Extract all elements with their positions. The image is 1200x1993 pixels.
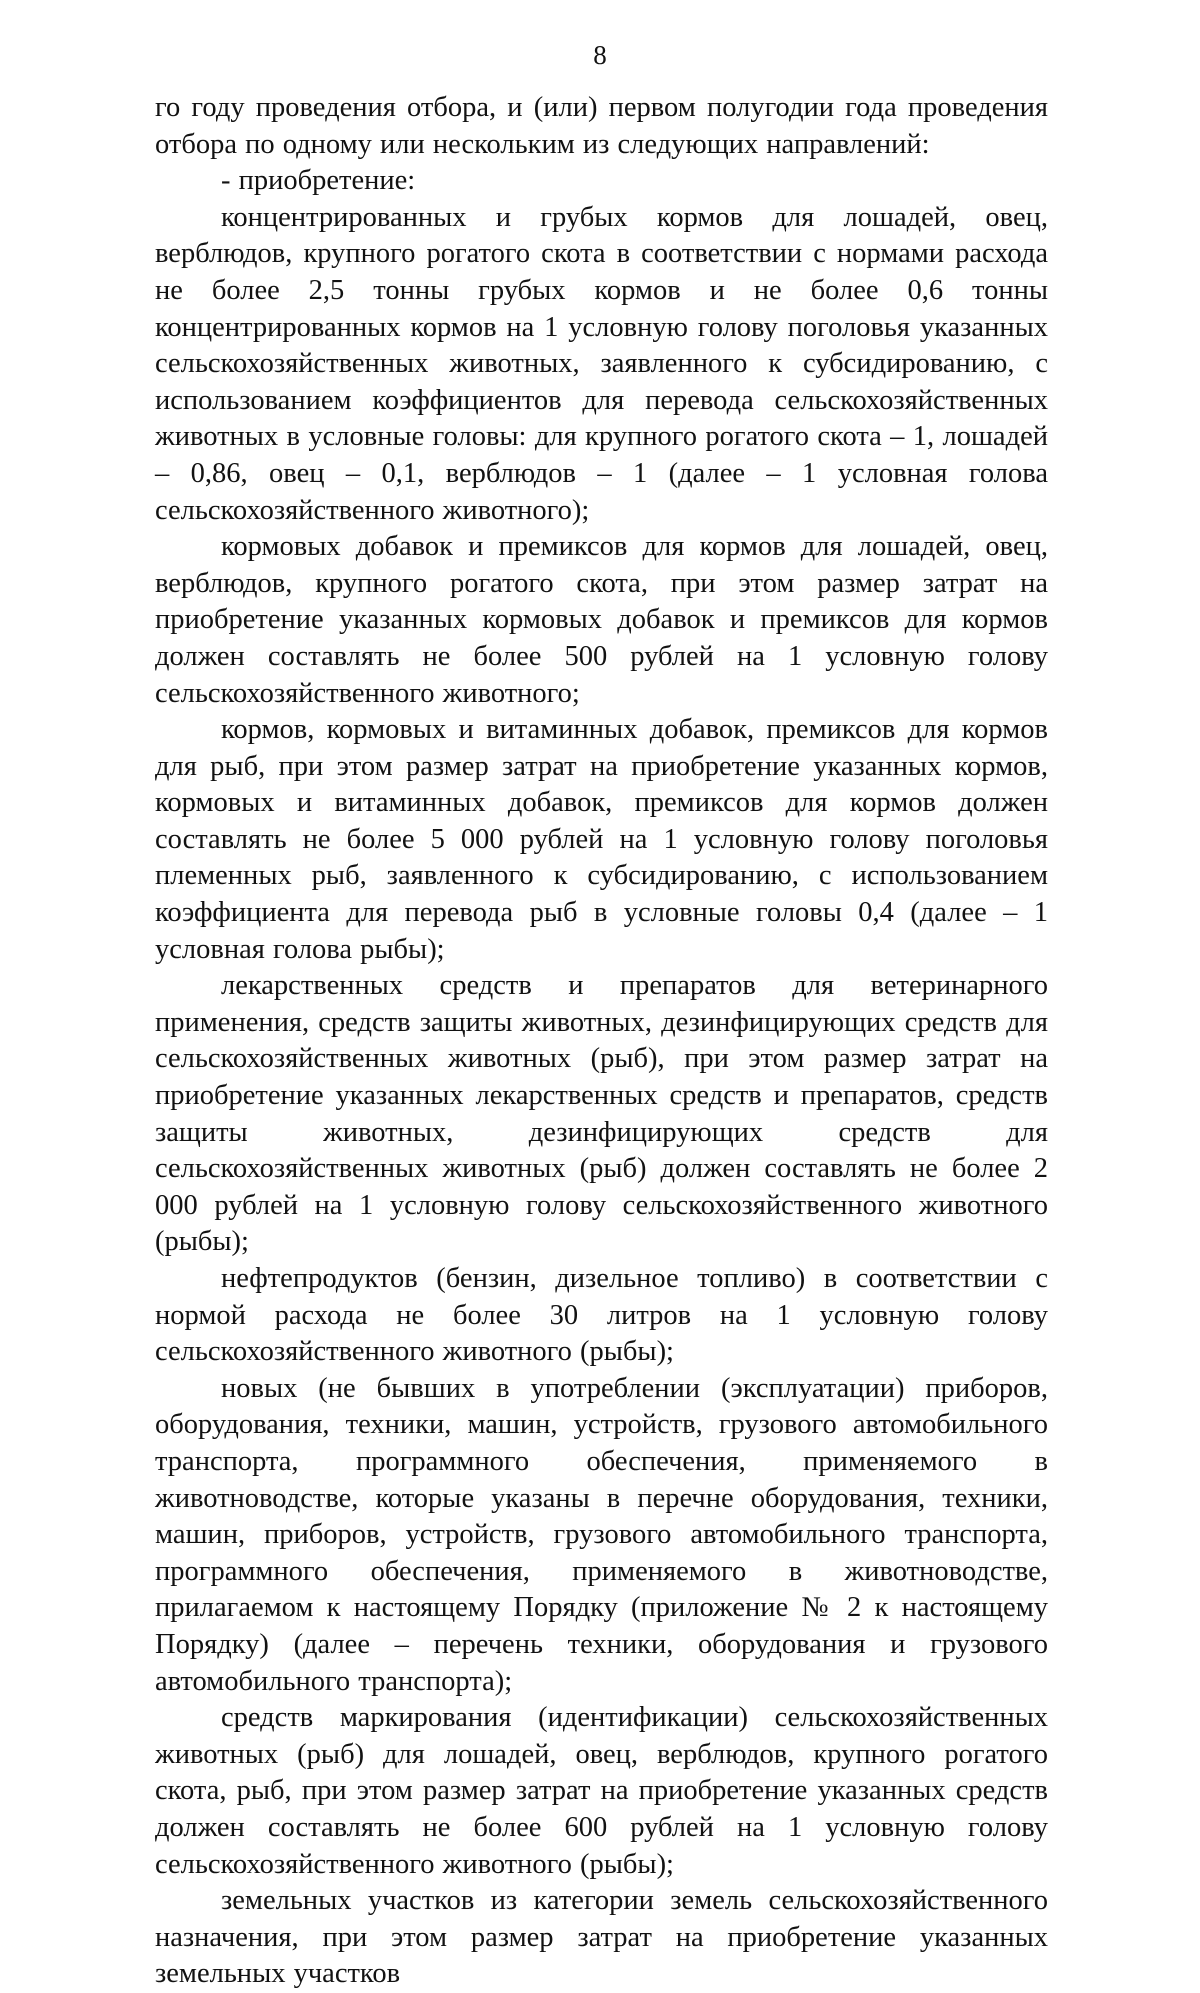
page-number: 8 bbox=[593, 40, 607, 70]
paragraph: лекарственных средств и препаратов для ветеринарного применения, средств защиты животных, дезинфицирующих средств для сельскохозяйственных животных (рыб), при этом размер затрат на приобретение указанных лекарственных средств и препаратов, средств защиты животных, дезинфицирующих средств для сельскохозяйственных животных (рыб) должен составлять не более 2 000 рублей на 1 условную голову сельскохозяйственного животного (рыбы); bbox=[155, 970, 1048, 1258]
paragraph: - приобретение: bbox=[221, 165, 416, 197]
paragraph: средств маркирования (идентификации) сельскохозяйственных животных (рыб) для лошадей, овец, верблюдов, крупного рогатого скота, рыб, при этом размер затрат на приобретение указанных средств должен составлять не более 600 рублей на 1 условную голову сельскохозяйственного животного (рыбы); bbox=[155, 1702, 1048, 1880]
paragraph: концентрированных и грубых кормов для лошадей, овец, верблюдов, крупного рогатого скота в соответствии с нормами расхода не более 2,5 тонны грубых кормов и не более 0,6 тонны концентрированных кормов на 1 условную голову поголовья указанных сельскохозяйственных животных, заявленного к субсидированию, с использованием коэффициентов для перевода сельскохозяйственных животных в условные головы: для крупного рогатого скота – 1, лошадей – 0,86, овец – 0,1, верблюдов – 1 (далее – 1 условная голова сельскохозяйственного животного); bbox=[155, 201, 1048, 526]
document-body bbox=[155, 90, 1048, 1993]
paragraph: земельных участков из категории земель сельскохозяйственного назначения, при этом размер затрат на приобретение указанных земельных участков bbox=[155, 1885, 1048, 1990]
paragraph: го году проведения отбора, и (или) первом полугодии года проведения отбора по одному или нескольким из следующих направлений: bbox=[155, 92, 1048, 160]
paragraph: новых (не бывших в употреблении (эксплуатации) приборов, оборудования, техники, машин, устройств, грузового автомобильного транспорта, программного обеспечения, применяемого в животноводстве, которые указаны в перечне оборудования, техники, машин, приборов, устройств, грузового автомобильного транспорта, программного обеспечения, применяемого в животноводстве, прилагаемом к настоящему Порядку (приложение № 2 к настоящему Порядку) (далее – перечень техники, оборудования и грузового автомобильного транспорта); bbox=[155, 1372, 1048, 1697]
paragraph: кормовых добавок и премиксов для кормов для лошадей, овец, верблюдов, крупного рогатого скота, при этом размер затрат на приобретение указанных кормовых добавок и премиксов для кормов должен составлять не более 500 рублей на 1 условную голову сельскохозяйственного животного; bbox=[155, 531, 1048, 709]
paragraph: нефтепродуктов (бензин, дизельное топливо) в соответствии с нормой расхода не более 30 литров на 1 условную голову сельскохозяйственного животного (рыбы); bbox=[155, 1263, 1048, 1368]
paragraph: кормов, кормовых и витаминных добавок, премиксов для кормов для рыб, при этом размер затрат на приобретение указанных кормов, кормовых и витаминных добавок, премиксов для кормов должен составлять не более 5 000 рублей на 1 условную голову поголовья племенных рыб, заявленного к субсидированию, с использованием коэффициента для перевода рыб в условные головы 0,4 (далее – 1 условная голова рыбы); bbox=[155, 714, 1048, 965]
